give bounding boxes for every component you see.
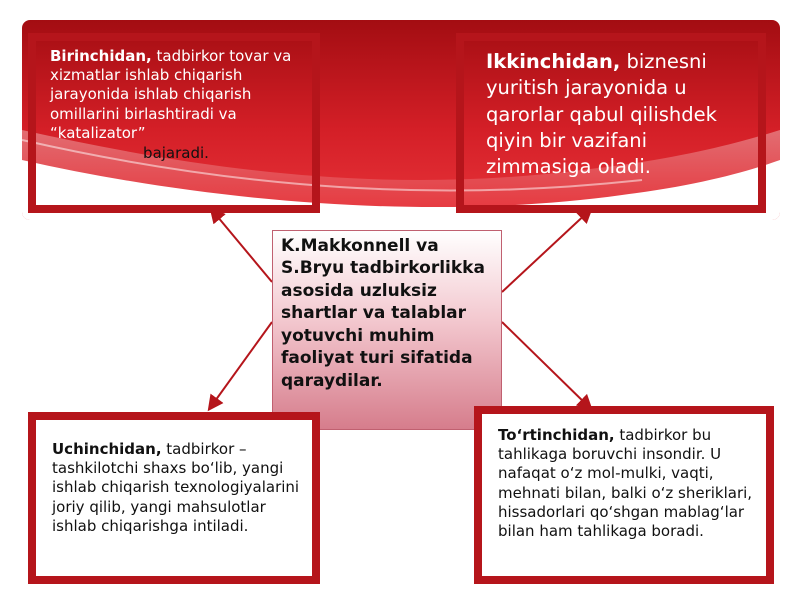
box-ikkinchidan xyxy=(456,33,766,213)
box4-body: tadbirkor bu tahlikaga boruvchi insondir. U nafaqat o‘z mol-mulki, vaqti, mehnati bilan, balki o‘z sheriklari, hissadorlari qo‘shgan mablag‘lar bilan ham tahlikaga boradi. xyxy=(498,426,753,540)
box1-lead: Birinchidan, xyxy=(50,47,152,65)
box-birinchidan xyxy=(28,33,320,213)
arrow-to-box1 xyxy=(212,210,272,282)
center-text: K.Makkonnell va S.Bryu tadbirkorlikka asosida uzluksiz shartlar va talablar yotuvchi muhim faoliyat turi sifatida qaraydilar. xyxy=(281,236,485,391)
box-tortinchidan xyxy=(474,406,774,584)
center-statement xyxy=(272,230,502,430)
box1-body: tadbirkor tovar va xizmatlar ishlab chiqarish jarayonida ishlab chiqarish omillarini birlashtiradi va “katalizator” xyxy=(50,47,292,142)
arrow-to-box2 xyxy=(502,210,590,292)
box4-lead: To‘rtinchidan, xyxy=(498,426,615,444)
box3-body: tadbirkor – tashkilotchi shaxs bo‘lib, yangi ishlab chiqarish texnologiyalarini joriy qilib, yangi mahsulotlar ishlab chiqarishga intiladi. xyxy=(52,440,300,535)
box2-lead: Ikkinchidan, xyxy=(486,50,621,73)
arrow-to-box4 xyxy=(502,322,590,408)
box-uchinchidan xyxy=(28,412,320,584)
box2-body: biznesni yuritish jarayonida u qarorlar qabul qilishdek qiyin bir vazifani zimmasiga oladi. xyxy=(486,50,717,179)
box3-lead: Uchinchidan, xyxy=(52,440,162,458)
arrow-to-box3 xyxy=(210,322,272,408)
box1-tail: bajaradi. xyxy=(143,143,209,162)
